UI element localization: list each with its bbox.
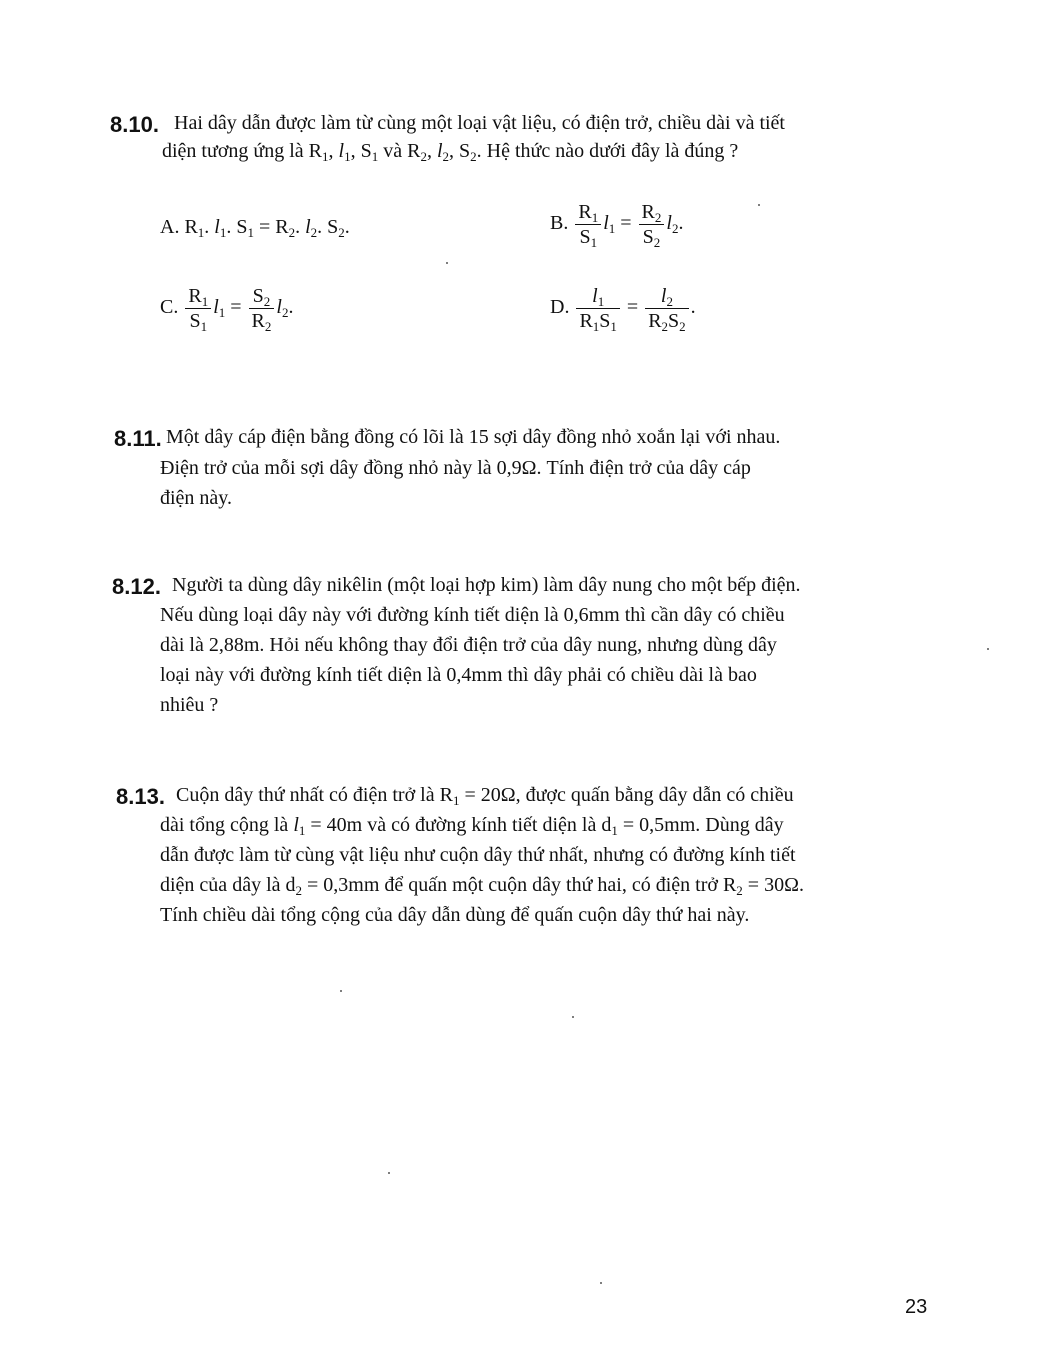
scan-speck — [388, 1172, 390, 1174]
problem-text-line: điện này. — [160, 487, 233, 509]
problem-number: 8.13. — [116, 784, 165, 809]
scan-speck — [446, 262, 448, 264]
problem-number: 8.10. — [110, 112, 159, 137]
option-a: A. $R_1$. $l_1$. $S_1 = R_2$. $l_2$. $S_2$. — [160, 216, 350, 240]
fraction: $\frac{l_1}{R_1S_1}$ — [576, 284, 619, 333]
problem-text-line: Một dây cáp điện bằng đồng có lõi là 15 sợi dây đồng nhỏ xoắn lại với nhau. — [166, 426, 781, 448]
problem-text-line: Tính chiều dài tổng cộng của dây dẫn dùng để quấn cuộn dây thứ hai này. — [160, 904, 750, 926]
scan-speck — [987, 648, 989, 650]
scan-speck — [758, 204, 760, 206]
problem-text-line: Điện trở của mỗi sợi dây đồng nhỏ này là 0,9Ω. Tính điện trở của dây cáp — [160, 457, 751, 479]
fraction: $\frac{R_2}{S_2}$ — [639, 200, 665, 249]
scan-speck — [572, 1016, 574, 1018]
fraction: $\frac{R_1}{S_1}$ — [185, 284, 211, 333]
problem-text-line: loại này với đường kính tiết diện là 0,4mm thì dây phải có chiều dài là bao — [160, 664, 757, 686]
option-b: B. $\frac{R_1}{S_1}$ $l_1$ = $\frac{R_2}{S_2}$ $l_2$. — [550, 201, 684, 250]
problem-text-line: diện tương ứng là $R_1$, $l_1$, $S_1$ và $R_2$, $l_2$, $S_2$. Hệ thức nào dưới đây là đúng ? — [162, 140, 739, 164]
problem-text-line: Người ta dùng dây nikêlin (một loại hợp kim) làm dây nung cho một bếp điện. — [172, 574, 801, 596]
problem-text-line: dẫn được làm từ cùng vật liệu như cuộn dây thứ nhất, nhưng có đường kính tiết — [160, 844, 796, 866]
problem-number: 8.12. — [112, 574, 161, 599]
fraction: $\frac{l_2}{R_2S_2}$ — [645, 284, 688, 333]
option-c: C. $\frac{R_1}{S_1}$ $l_1$ = $\frac{S_2}{R_2}$ $l_2$. — [160, 285, 294, 334]
problem-text-line: dài tổng cộng là $l_1 = 40m$ và có đường kính tiết diện là $d_1 = 0,5mm$. Dùng dây — [160, 814, 784, 838]
problem-text-line: dài là 2,88m. Hỏi nếu không thay đổi điện trở của dây nung, nhưng dùng dây — [160, 634, 777, 656]
problem-number: 8.11. — [114, 426, 162, 451]
page-number: 23 — [905, 1296, 928, 1318]
fraction: $\frac{S_2}{R_2}$ — [249, 284, 275, 333]
scan-speck — [340, 990, 342, 992]
fraction: $\frac{R_1}{S_1}$ — [575, 200, 601, 249]
problem-text-line: diện của dây là $d_2 = 0,3mm$ để quấn một cuộn dây thứ hai, có điện trở $R_2 = 30\Omega$. — [160, 874, 804, 898]
problem-text-line: Cuộn dây thứ nhất có điện trở là $R_1 = 20\Omega$, được quấn bằng dây dẫn có chiều — [176, 784, 794, 808]
option-d: D. $\frac{l_1}{R_1S_1}$ = $\frac{l_2}{R_2S_2}$ . — [550, 285, 696, 334]
problem-text-line: Nếu dùng loại dây này với đường kính tiết diện là 0,6mm thì cần dây có chiều — [160, 604, 785, 626]
problem-text-line: Hai dây dẫn được làm từ cùng một loại vật liệu, có điện trở, chiều dài và tiết — [174, 112, 785, 134]
problem-text-line: nhiêu ? — [160, 694, 219, 716]
scan-speck — [600, 1282, 602, 1284]
